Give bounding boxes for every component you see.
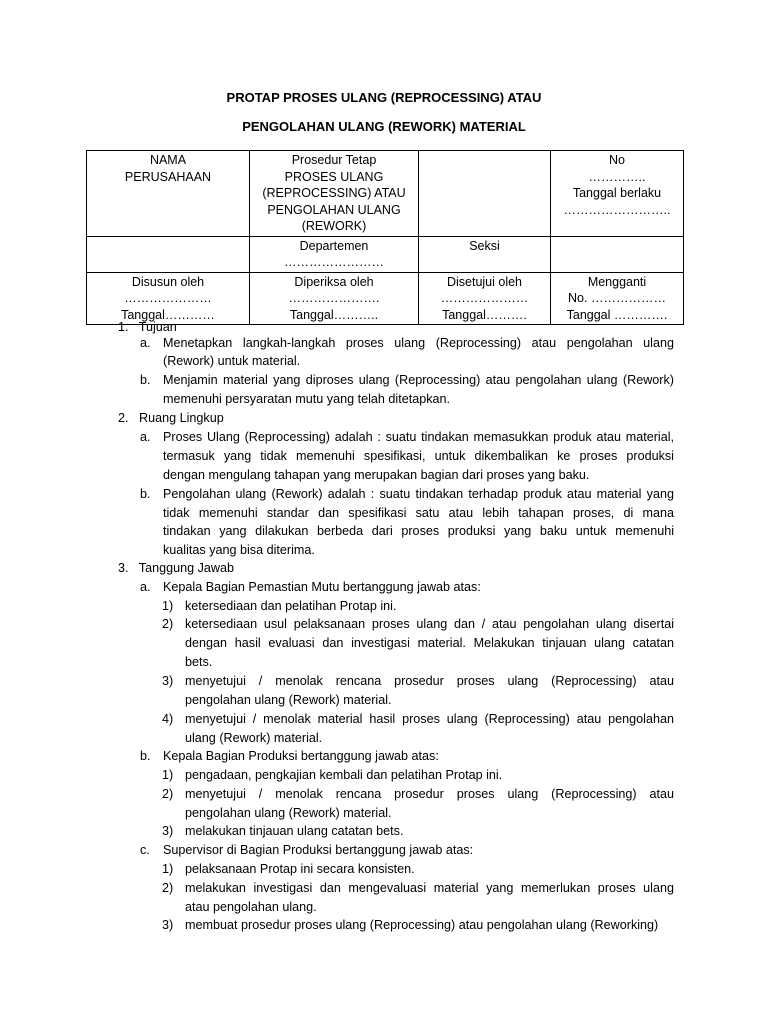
- text-line: kualitas yang bisa diterima.: [163, 543, 315, 557]
- approved-by-cell: Disetujui oleh ………………… Tanggal……….: [419, 272, 551, 325]
- text-line: ketersediaan usul pelaksanaan proses ulang dan / atau pengolahan ulang disertai: [185, 617, 674, 631]
- section-cell: Seksi: [419, 236, 551, 272]
- text-line: pengolahan ulang (Rework) material.: [185, 806, 392, 820]
- text-line: ketersediaan dan pelatihan Protap ini.: [185, 599, 397, 613]
- text-line: 3. Tanggung Jawab: [118, 561, 234, 575]
- text-line: dengan mengulang tahapan yang merupakan bagian dari proses yang baku.: [163, 468, 590, 482]
- text-line: 2): [162, 787, 174, 801]
- empty-cell: [419, 151, 551, 237]
- document-number-cell: No ………….. Tanggal berlaku ……………………..: [551, 151, 684, 237]
- text-line: tindakan yang dilakukan berbeda dari proses produksi yang baku untuk memenuhi: [163, 524, 674, 538]
- prepared-by-cell: Disusun oleh ………………… Tanggal…………: [87, 272, 250, 325]
- replaces-cell: Mengganti No. ……………… Tanggal ………….: [551, 272, 684, 325]
- text-line: Kepala Bagian Produksi bertanggung jawab atas:: [163, 749, 439, 763]
- text-line: a.: [140, 336, 151, 350]
- text-line: 2. Ruang Lingkup: [118, 411, 224, 425]
- text-line: tidak memenuhi standar dan spesifikasi satu atau lebih tahapan proses, di mana: [163, 506, 674, 520]
- empty-cell: [551, 236, 684, 272]
- text-line: b.: [140, 749, 151, 763]
- text-line: Kepala Bagian Pemastian Mutu bertanggung jawab atas:: [163, 580, 481, 594]
- text-line: pelaksanaan Protap ini secara konsisten.: [185, 862, 415, 876]
- department-cell: Departemen ……………………: [250, 236, 419, 272]
- text-line: dengan hasil evaluasi dan investigasi material. Melakukan tinjauan ulang catatan: [185, 636, 674, 650]
- text-line: Supervisor di Bagian Produksi bertanggung jawab atas:: [163, 843, 474, 857]
- text-line: menyetujui / menolak material hasil proses ulang (Reprocessing) atau pengolahan: [185, 712, 674, 726]
- text-line: 2): [162, 617, 174, 631]
- text-line: Proses Ulang (Reprocessing) adalah : suatu tindakan memasukkan produk atau material,: [163, 430, 674, 444]
- text-line: b.: [140, 487, 151, 501]
- text-line: melakukan investigasi dan mengevaluasi material yang memerlukan proses ulang: [185, 881, 674, 895]
- text-line: 1): [162, 599, 174, 613]
- empty-cell: [87, 236, 250, 272]
- text-line: a.: [140, 430, 151, 444]
- text-line: 4): [162, 712, 174, 726]
- text-line: Menjamin material yang diproses ulang (Reprocessing) atau pengolahan ulang (Rework): [163, 373, 674, 387]
- text-line: 1): [162, 768, 174, 782]
- text-line: pengolahan ulang (Rework) material.: [185, 693, 392, 707]
- text-line: (Rework) untuk material.: [163, 354, 301, 368]
- text-line: b.: [140, 373, 151, 387]
- text-line: ulang (Rework) material.: [185, 731, 323, 745]
- text-line: 3): [162, 824, 174, 838]
- text-line: atau pengolahan ulang.: [185, 900, 317, 914]
- document-title-line-1: PROTAP PROSES ULANG (REPROCESSING) ATAU: [226, 90, 542, 105]
- text-line: bets.: [185, 655, 213, 669]
- text-line: 3): [162, 674, 174, 688]
- text-line: 3): [162, 918, 174, 932]
- text-line: memenuhi persyaratan mutu yang telah ditetapkan.: [163, 392, 451, 406]
- text-line: 1. Tujuan: [118, 320, 177, 334]
- text-line: pengadaan, pengkajian kembali dan pelatihan Protap ini.: [185, 768, 503, 782]
- text-line: membuat prosedur proses ulang (Reprocessing) atau pengolahan ulang (Reworking): [185, 918, 659, 932]
- checked-by-cell: Diperiksa oleh …………………. Tanggal………..: [250, 272, 419, 325]
- text-line: c.: [140, 843, 150, 857]
- text-line: a.: [140, 580, 151, 594]
- text-line: Menetapkan langkah-langkah proses ulang (Reprocessing) atau pengolahan ulang: [163, 336, 674, 350]
- text-line: melakukan tinjauan ulang catatan bets.: [185, 824, 404, 838]
- procedure-title-cell: Prosedur Tetap PROSES ULANG (REPROCESSING) ATAU PENGOLAHAN ULANG (REWORK): [250, 151, 419, 237]
- text-line: menyetujui / menolak rencana prosedur proses ulang (Reprocessing) atau: [185, 674, 674, 688]
- document-title-line-2: PENGOLAHAN ULANG (REWORK) MATERIAL: [242, 119, 526, 134]
- company-name-cell: NAMA PERUSAHAAN: [87, 151, 250, 237]
- text-line: Pengolahan ulang (Rework) adalah : suatu tindakan terhadap produk atau material yang: [163, 487, 674, 501]
- text-line: 2): [162, 881, 174, 895]
- text-line: 1): [162, 862, 174, 876]
- text-line: menyetujui / menolak rencana prosedur proses ulang (Reprocessing) atau: [185, 787, 674, 801]
- protap-header-table: [86, 150, 684, 325]
- text-line: termasuk yang tidak memenuhi spesifikasi, untuk dikembalikan ke proses produksi: [163, 449, 674, 463]
